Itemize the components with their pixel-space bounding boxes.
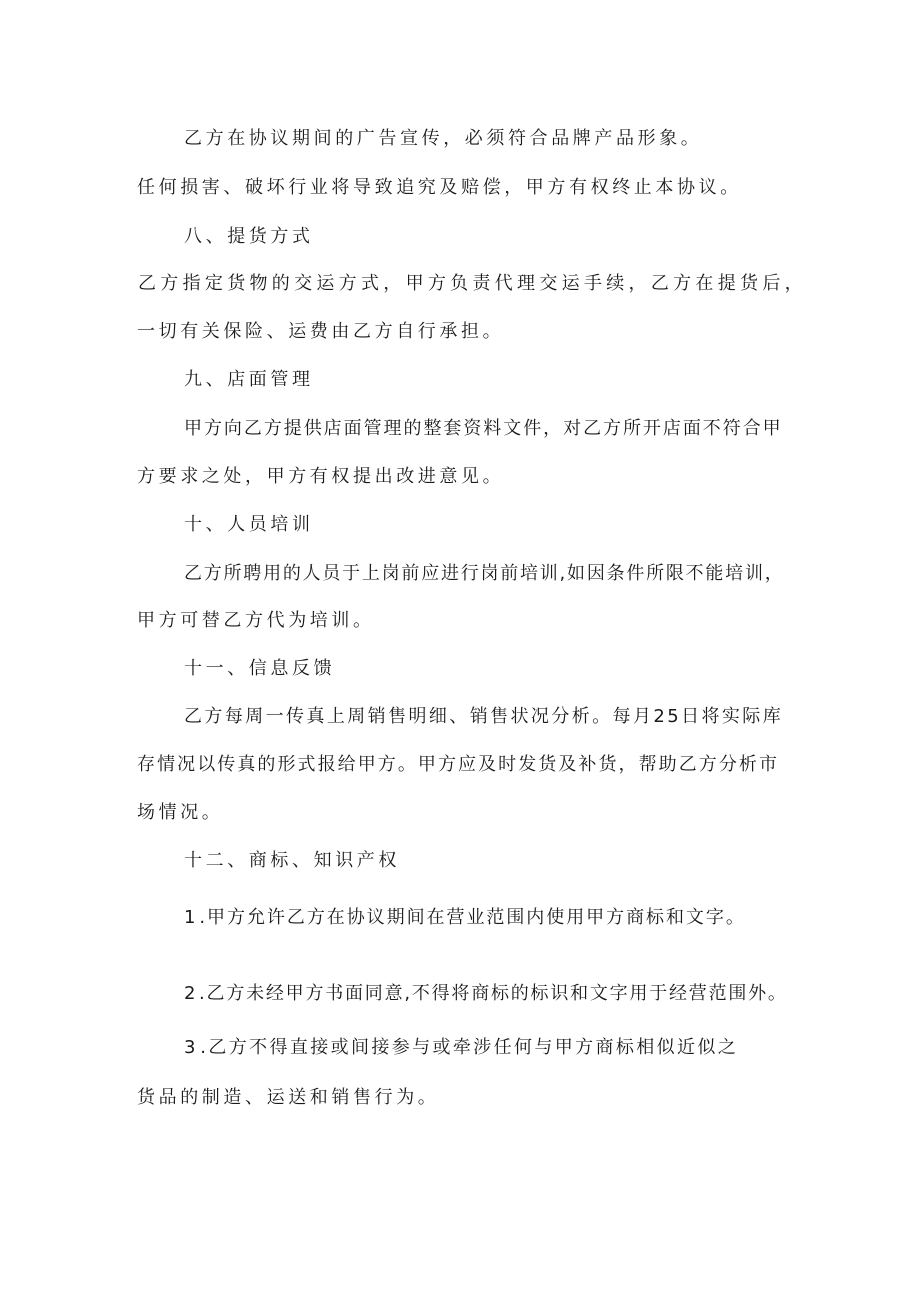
section-heading: 九、店面管理 (184, 369, 314, 390)
section-heading: 十二、商标、知识产权 (184, 850, 400, 871)
paragraph-line: 乙 方 指 定 货 物 的 交 运 方 式 ， 甲 方 负 责 代 理 交 运 手 续 ， 乙 方 在 提 货 后 ， (138, 273, 803, 294)
list-item: 2 . 乙 方 未 经 甲 方 书 面 同 意 , 不 得 将 商 标 的 标 识 和 文 字 用 于 经 营 范 围 外 。 (184, 983, 786, 1004)
paragraph-line: 场情况。 (137, 802, 224, 823)
paragraph-line: 乙 方 所 聘 用 的 人 员 于 上 岗 前 应 进 行 岗 前 培 训 , 如 因 条 件 所 限 不 能 培 训 ， (184, 563, 783, 584)
paragraph-line: 甲方可替乙方代为培训。 (137, 610, 375, 631)
list-item: 1 . 甲 方 允 许 乙 方 在 协 议 期 间 在 营 业 范 围 内 使 用 甲 方 商 标 和 文 字 。 (184, 907, 744, 928)
paragraph-line: 方要求之处，甲方有权提出改进意见。 (137, 466, 505, 487)
paragraph-line: 一切有关保险、运费由乙方自行承担。 (137, 321, 505, 342)
paragraph-line: 乙 方 每 周 一 传 真 上 周 销 售 明 细 、 销 售 状 况 分 析 。 每 月 2 5 日 将 实 际 库 (184, 706, 781, 727)
section-heading: 八、提货方式 (184, 226, 314, 247)
paragraph-line: 甲 方 向 乙 方 提 供 店 面 管 理 的 整 套 资 料 文 件 ， 对 乙 方 所 开 店 面 不 符 合 甲 (184, 418, 781, 439)
section-heading: 十、人员培训 (184, 514, 314, 535)
paragraph-line: 任何损害、破坏行业将导致追究及赔偿，甲方有权终止本协议。 (137, 177, 742, 198)
section-heading: 十一、信息反馈 (184, 658, 336, 679)
paragraph-line: 存 情 况 以 传 真 的 形 式 报 给 甲 方 。 甲 方 应 及 时 发 货 及 补 货 ， 帮 助 乙 方 分 析 市 (137, 754, 777, 775)
paragraph-line: 货品的制造、运送和销售行为。 (137, 1087, 440, 1108)
list-item: 3 . 乙 方 不 得 直 接 或 间 接 参 与 或 牵 涉 任 何 与 甲 方 商 标 相 似 近 似 之 (184, 1037, 736, 1058)
paragraph-line: 乙方在协议期间的广告宣传，必须符合品牌产品形象。 (184, 128, 703, 149)
